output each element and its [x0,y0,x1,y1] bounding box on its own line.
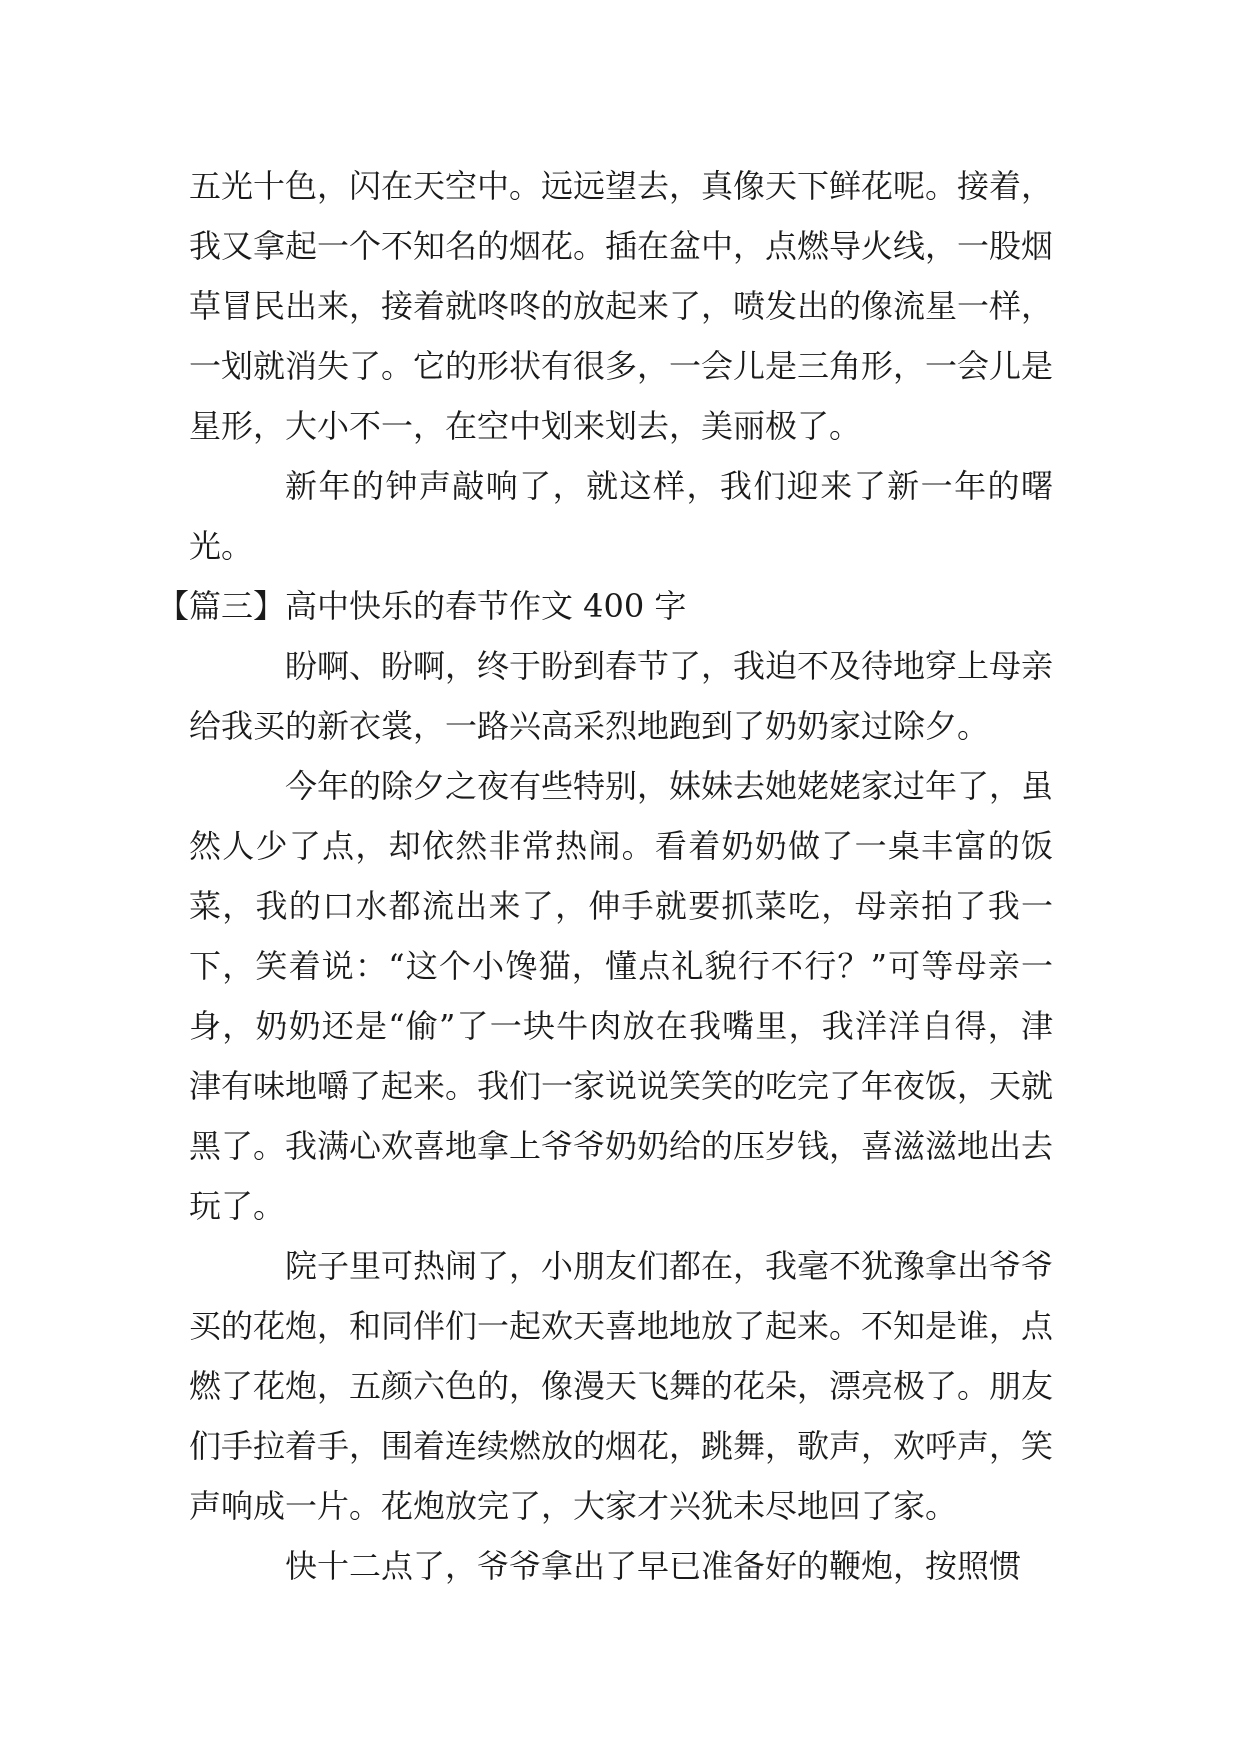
essay-body [157,156,1054,1596]
paragraph-fireworks-continued: 五光十色，闪在天空中。远远望去，真像天下鲜花呢。接着，我又拿起一个不知名的烟花。插在盆中，点燃导火线，一股烟草冒民出来，接着就咚咚的放起来了，喷发出的像流星一样，一划就消失了。它的形状有很多，一会儿是三角形，一会儿是星形，大小不一，在空中划来划去，美丽极了。 [189,167,1054,445]
paragraph-courtyard-fireworks: 院子里可热闹了，小朋友们都在，我毫不犹豫拿出爷爷买的花炮，和同伴们一起欢天喜地地放了起来。不知是谁，点燃了花炮，五颜六色的，像漫天飞舞的花朵，漂亮极了。朋友们手拉着手，围着连续燃放的烟花，跳舞，歌声，欢呼声，笑声响成一片。花炮放完了，大家才兴犹未尽地回了家。 [189,1247,1054,1525]
paragraph-new-year-eve-dinner: 今年的除夕之夜有些特别，妹妹去她姥姥家过年了，虽然人少了点，却依然非常热闹。看着奶奶做了一桌丰富的饭菜，我的口水都流出来了，伸手就要抓菜吃，母亲拍了我一下，笑着说：“这个小馋猫，懂点礼貌行不行？”可等母亲一身，奶奶还是“偷”了一块牛肉放在我嘴里，我洋洋自得，津津有味地嚼了起来。我们一家说说笑笑的吃完了年夜饭，天就黑了。我满心欢喜地拿上爷爷奶奶给的压岁钱，喜滋滋地出去玩了。 [189,767,1054,1225]
section-heading-part-three: 【篇三】高中快乐的春节作文 400 字 [157,587,687,625]
paragraph-new-year-bell: 新年的钟声敲响了，就这样，我们迎来了新一年的曙光。 [189,467,1053,565]
paragraph-waiting-spring-festival: 盼啊、盼啊，终于盼到春节了，我迫不及待地穿上母亲给我买的新衣裳，一路兴高采烈地跑到了奶奶家过除夕。 [189,647,1054,745]
paragraph-midnight-firecrackers: 快十二点了，爷爷拿出了早已准备好的鞭炮，按照惯 [285,1547,1022,1585]
